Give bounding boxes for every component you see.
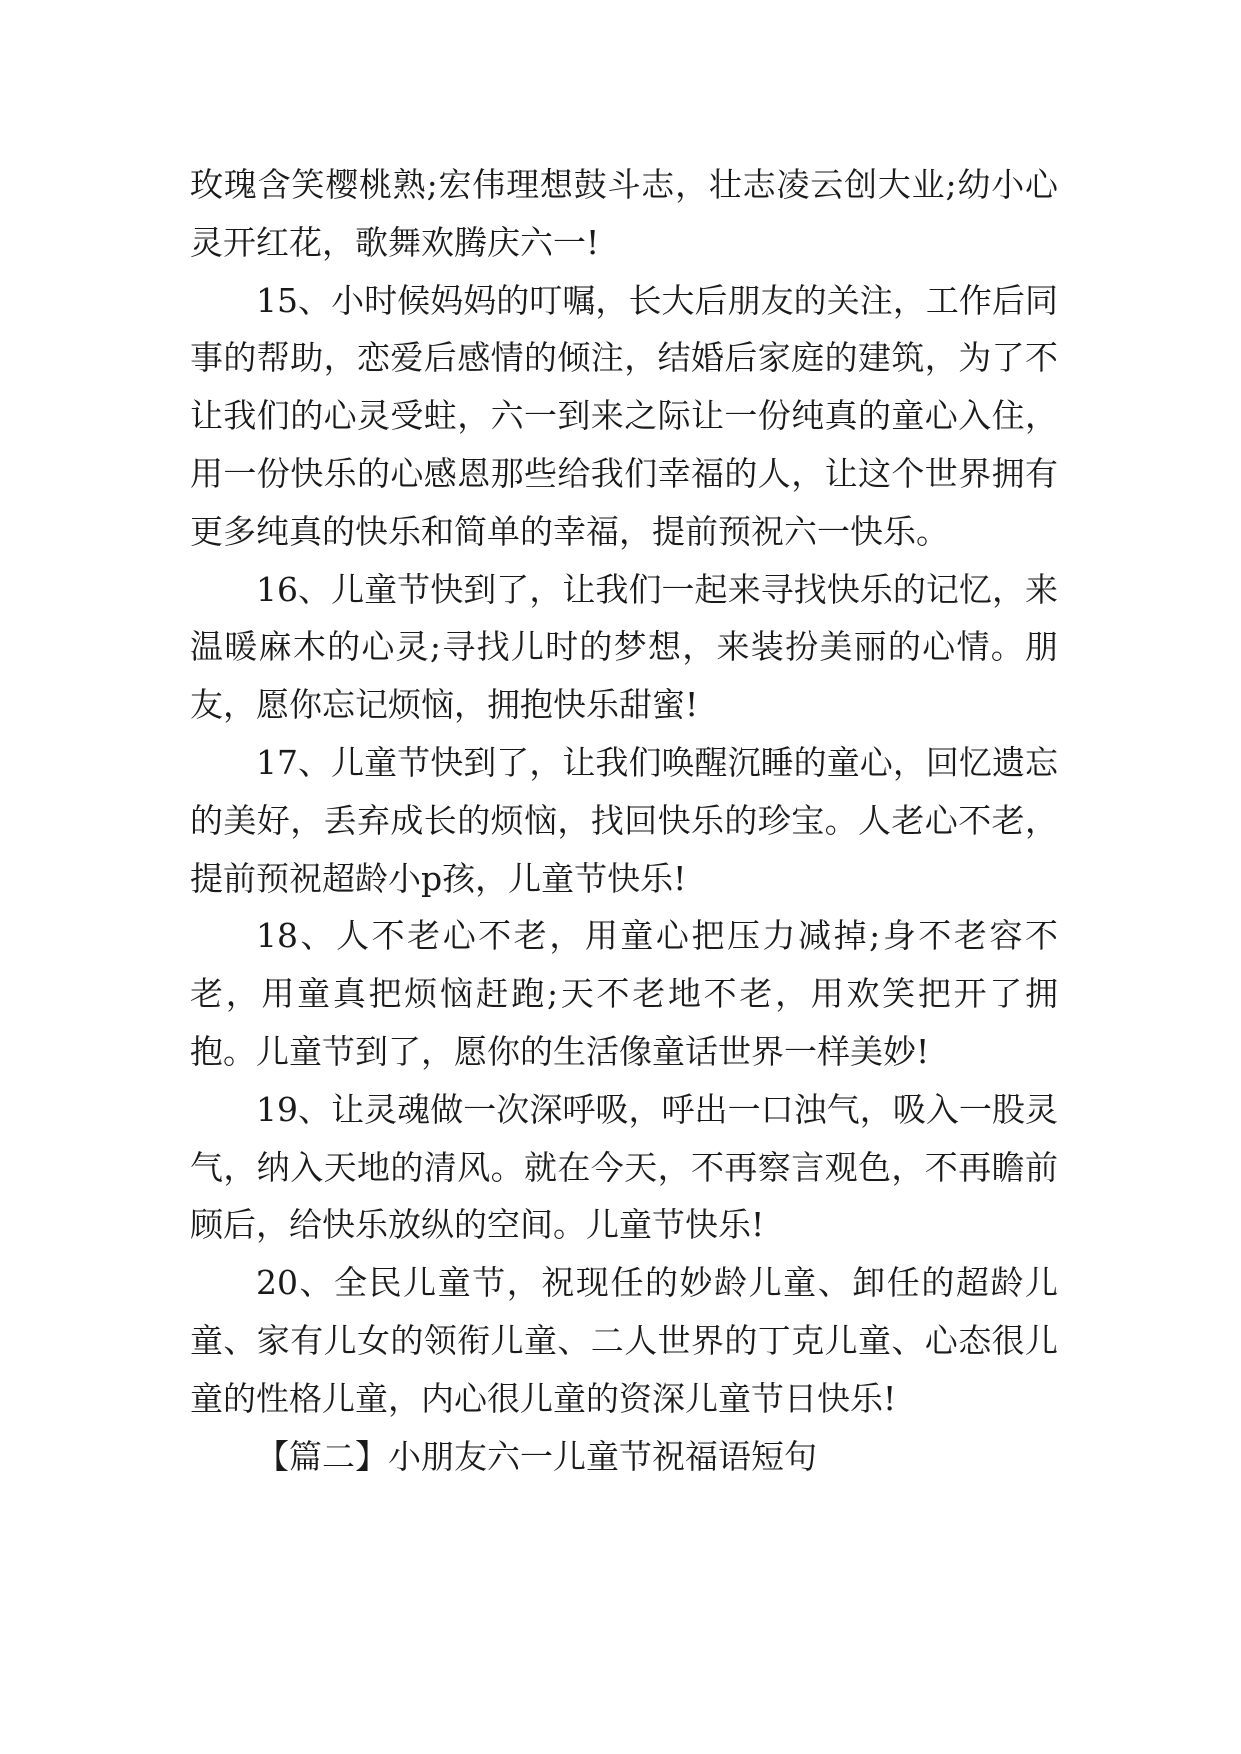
paragraph-continuation: 玫瑰含笑樱桃熟;宏伟理想鼓斗志，壮志凌云创大业;幼小心灵开红花，歌舞欢腾庆六一! bbox=[190, 165, 1058, 262]
document-page bbox=[190, 156, 1058, 1485]
section-heading: 【篇二】小朋友六一儿童节祝福语短句 bbox=[256, 1436, 817, 1476]
paragraph-item-15: 15、小时候妈妈的叮嘱，长大后朋友的关注，工作后同事的帮助，恋爱后感情的倾注，结婚后家庭的建筑，为了不让我们的心灵受蛀，六一到来之际让一份纯真的童心入住，用一份快乐的心感恩那些给我们幸福的人，让这个世界拥有更多纯真的快乐和简单的幸福，提前预祝六一快乐。 bbox=[190, 280, 1058, 551]
paragraph-item-19: 19、让灵魂做一次深呼吸，呼出一口浊气，吸入一股灵气，纳入天地的清风。就在今天，不再察言观色，不再瞻前顾后，给快乐放纵的空间。儿童节快乐! bbox=[190, 1089, 1058, 1245]
paragraph-item-18: 18、人不老心不老，用童心把压力减掉;身不老容不老，用童真把烦恼赶跑;天不老地不老，用欢笑把开了拥抱。儿童节到了，愿你的生活像童话世界一样美妙! bbox=[190, 916, 1058, 1071]
paragraph-item-17: 17、儿童节快到了，让我们唤醒沉睡的童心，回忆遗忘的美好，丢弃成长的烦恼，找回快乐的珍宝。人老心不老，提前预祝超龄小p孩，儿童节快乐! bbox=[190, 742, 1058, 898]
paragraph-item-20: 20、全民儿童节，祝现任的妙龄儿童、卸任的超龄儿童、家有儿女的领衔儿童、二人世界的丁克儿童、心态很儿童的性格儿童，内心很儿童的资深儿童节日快乐! bbox=[190, 1263, 1058, 1418]
paragraph-item-16: 16、儿童节快到了，让我们一起来寻找快乐的记忆，来温暖麻木的心灵;寻找儿时的梦想，来装扮美丽的心情。朋友，愿你忘记烦恼，拥抱快乐甜蜜! bbox=[190, 569, 1058, 725]
